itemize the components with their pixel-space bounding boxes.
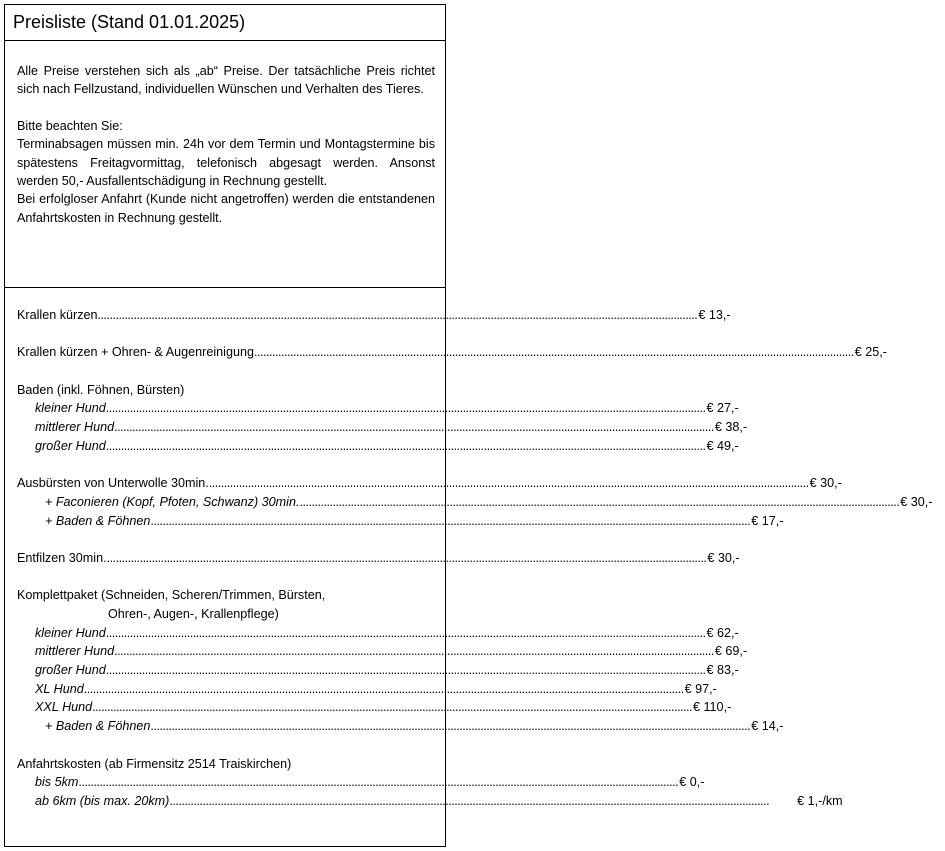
- intro-section: [5, 41, 445, 288]
- price-row: kleiner Hund ........................................................................................................................................................................................................ € 62,-: [17, 624, 435, 643]
- price-row: mittlerer Hund ........................................................................................................................................................................................................ € 69,-: [17, 642, 435, 661]
- price-row: Entfilzen 30min. ........................................................................................................................................................................................................ € 30,-: [17, 549, 435, 568]
- price-row: + Baden & Föhnen ........................................................................................................................................................................................................ € 17,-: [17, 512, 435, 531]
- dot-leader: ........................................................................................................................................................................................................: [83, 681, 684, 696]
- price-row: Ausbürsten von Unterwolle 30min. ........................................................................................................................................................................................................ € 30,-: [17, 474, 435, 493]
- page-title: Preisliste (Stand 01.01.2025): [5, 5, 445, 41]
- dot-leader: ........................................................................................................................................................................................................: [150, 513, 751, 528]
- dot-leader: ........................................................................................................................................................................................................: [114, 644, 714, 659]
- price-row: Krallen kürzen ........................................................................................................................................................................................................ € 13,-: [17, 306, 435, 325]
- dot-leader: ........................................................................................................................................................................................................: [114, 420, 714, 435]
- section-heading-travel-costs: Anfahrtskosten (ab Firmensitz 2514 Traiskirchen): [17, 756, 292, 771]
- section-heading-complete-package-cont: Ohren-, Augen-, Krallenpflege): [108, 607, 279, 621]
- price-row: kleiner Hund ........................................................................................................................................................................................................ € 27,-: [17, 399, 435, 418]
- price-list-document: [4, 4, 933, 847]
- price-row: ab 6km (bis max. 20km) ........................................................................................................................................................................................................ € 1,-/km: [17, 792, 435, 811]
- section-heading-complete-package: Komplettpaket (Schneiden, Scheren/Trimmen, Bürsten,: [17, 588, 326, 603]
- dot-leader: ........................................................................................................................................................................................................: [253, 345, 854, 360]
- dot-leader: ........................................................................................................................................................................................................: [78, 775, 679, 790]
- intro-travel-cost-policy: Bei erfolgloser Anfahrt (Kunde nicht angetroffen) werden die entstandenen Anfahrtskosten in Rechnung gestellt.: [17, 192, 435, 225]
- dot-leader: ........................................................................................................................................................................................................: [150, 719, 751, 734]
- price-section: [5, 288, 933, 811]
- price-row: großer Hund ........................................................................................................................................................................................................ € 49,-: [17, 437, 435, 456]
- dot-leader: ........................................................................................................................................................................................................: [105, 625, 706, 640]
- dot-leader: ........................................................................................................................................................................................................: [208, 476, 809, 491]
- section-heading-bathing: Baden (inkl. Föhnen, Bürsten): [17, 382, 185, 397]
- dot-leader: ........................................................................................................................................................................................................: [105, 438, 706, 453]
- dot-leader: ........................................................................................................................................................................................................: [106, 550, 707, 565]
- dot-leader: ........................................................................................................................................................................................................: [105, 663, 706, 678]
- price-row: Krallen kürzen + Ohren- & Augenreinigung ........................................................................................................................................................................................................ € 25,-: [17, 343, 435, 362]
- price-row: großer Hund ........................................................................................................................................................................................................ € 83,-: [17, 661, 435, 680]
- price-row: + Faconieren (Kopf, Pfoten, Schwanz) 30min. ........................................................................................................................................................................................................ € 30,-: [17, 493, 435, 512]
- price-row: bis 5km ........................................................................................................................................................................................................ € 0,-: [17, 773, 435, 792]
- intro-cancellation-policy: Terminabsagen müssen min. 24h vor dem Termin und Montagstermine bis spätestens Freitagvormittag, telefonisch abgesagt werden. Ansonst werden 50,- Ausfallentschädigung in Rechnung gestellt.: [17, 137, 435, 189]
- dot-leader: ........................................................................................................................................................................................................: [105, 401, 706, 416]
- price-row: XL Hund ........................................................................................................................................................................................................ € 97,-: [17, 680, 435, 699]
- price-row: mittlerer Hund ........................................................................................................................................................................................................ € 38,-: [17, 418, 435, 437]
- dot-leader: ........................................................................................................................................................................................................: [92, 700, 692, 715]
- dot-leader: ........................................................................................................................................................................................................: [299, 494, 900, 509]
- intro-notice-heading: Bitte beachten Sie:: [17, 118, 123, 133]
- price-row: + Baden & Föhnen ........................................................................................................................................................................................................ € 14,-: [17, 717, 435, 736]
- intro-pricing-note: Alle Preise verstehen sich als „ab“ Preise. Der tatsächliche Preis richtet sich nach Fellzustand, individuellen Wünschen und Verhalten des Tieres.: [17, 64, 435, 97]
- dot-leader: ........................................................................................................................................................................................................: [169, 793, 770, 808]
- dot-leader: ........................................................................................................................................................................................................: [97, 308, 698, 322]
- price-row: XXL Hund ........................................................................................................................................................................................................ € 110,-: [17, 698, 435, 717]
